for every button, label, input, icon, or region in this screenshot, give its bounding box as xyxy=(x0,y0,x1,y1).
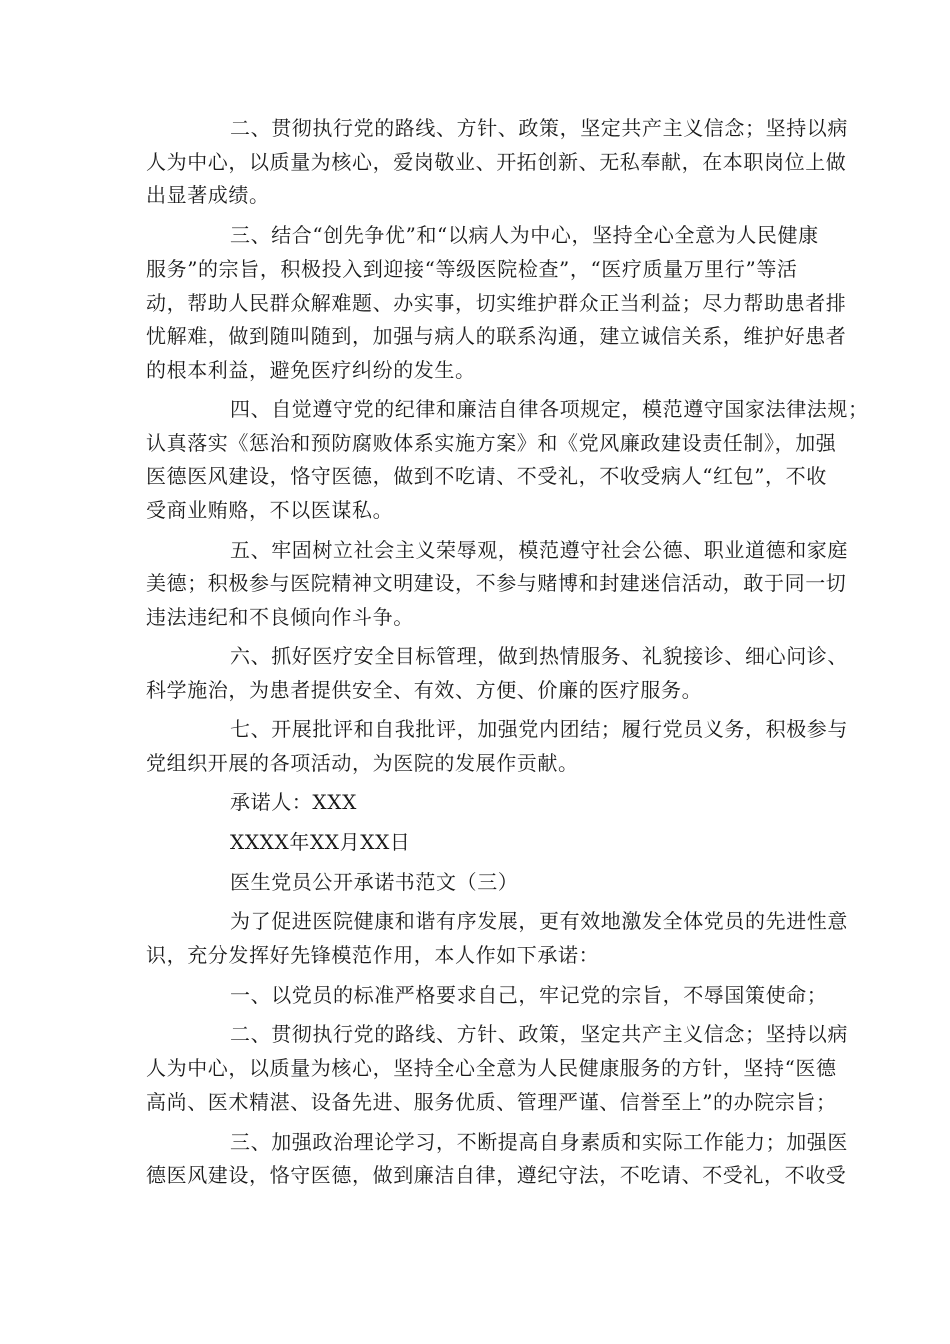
text-line: 服务”的宗旨，积极投入到迎接“等级医院检查”，“医疗质量万里行”等活 xyxy=(146,257,798,281)
text-line: 党组织开展的各项活动，为医院的发展作贡献。 xyxy=(146,751,579,775)
text-line: 识，充分发挥好先锋模范作用，本人作如下承诺： xyxy=(146,943,600,967)
text-line: 为了促进医院健康和谐有序发展，更有效地激发全体党员的先进性意 xyxy=(230,909,848,933)
text-line: 人为中心，以质量为核心，坚持全心全意为人民健康服务的方针，坚持“医德 xyxy=(146,1056,837,1080)
section-title: 医生党员公开承诺书范文（三） xyxy=(230,870,519,894)
text-line: 高尚、医术精湛、设备先进、服务优质、管理严谨、信誉至上”的办院宗旨； xyxy=(146,1090,837,1114)
text-line: 违法违纪和不良倾向作斗争。 xyxy=(146,605,414,629)
text-line: 忧解难，做到随叫随到，加强与病人的联系沟通，建立诚信关系，维护好患者 xyxy=(146,324,847,348)
text-line: 德医风建设，恪守医德，做到廉洁自律，遵纪守法，不吃请、不受礼，不收受 xyxy=(146,1163,847,1187)
text-line: 二、贯彻执行党的路线、方针、政策，坚定共产主义信念；坚持以病 xyxy=(230,116,848,140)
text-line: 三、结合“创先争优”和“以病人为中心，坚持全心全意为人民健康 xyxy=(230,223,819,247)
text-line: 四、自觉遵守党的纪律和廉洁自律各项规定，模范遵守国家法律法规； xyxy=(230,397,869,421)
text-line: 科学施治，为患者提供安全、有效、方便、价廉的医疗服务。 xyxy=(146,678,703,702)
text-line: 医德医风建设，恪守医德，做到不吃请、不受礼，不收受病人“红包”，不收 xyxy=(146,464,827,488)
date-line: XXXX年XX月XX日 xyxy=(230,830,411,854)
text-line: 二、贯彻执行党的路线、方针、政策，坚定共产主义信念；坚持以病 xyxy=(230,1022,848,1046)
text-line: 一、以党员的标准严格要求自己，牢记党的宗旨，不辱国策使命； xyxy=(230,983,828,1007)
text-line: 美德；积极参与医院精神文明建设，不参与赌博和封建迷信活动，敢于同一切 xyxy=(146,571,847,595)
text-line: 的根本利益，避免医疗纠纷的发生。 xyxy=(146,358,476,382)
text-line: 五、牢固树立社会主义荣辱观，模范遵守社会公德、职业道德和家庭 xyxy=(230,538,848,562)
text-line: 六、抓好医疗安全目标管理，做到热情服务、礼貌接诊、细心问诊、 xyxy=(230,644,848,668)
text-line: 受商业贿赂，不以医谋私。 xyxy=(146,498,394,522)
text-line: 七、开展批评和自我批评，加强党内团结；履行党员义务，积极参与 xyxy=(230,717,848,741)
signatory-line: 承诺人：XXX xyxy=(230,790,357,814)
text-line: 动，帮助人民群众解难题、办实事，切实维护群众正当利益；尽力帮助患者排 xyxy=(146,291,847,315)
text-line: 出显著成绩。 xyxy=(146,183,270,207)
text-line: 三、加强政治理论学习，不断提高自身素质和实际工作能力；加强医 xyxy=(230,1130,848,1154)
text-line: 人为中心，以质量为核心，爱岗敬业、开拓创新、无私奉献，在本职岗位上做 xyxy=(146,150,847,174)
text-line: 认真落实《惩治和预防腐败体系实施方案》和《党风廉政建设责任制》，加强 xyxy=(146,431,837,455)
